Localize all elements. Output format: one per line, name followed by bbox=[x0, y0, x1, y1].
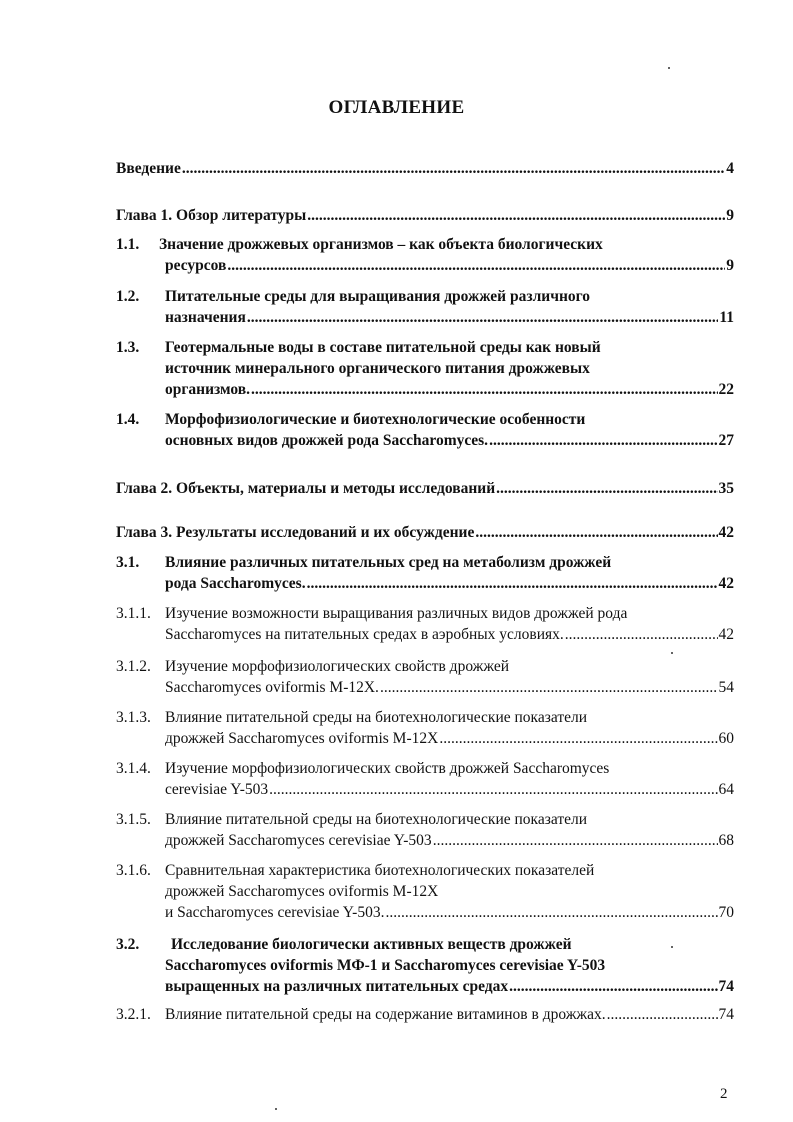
scan-speck bbox=[671, 652, 673, 654]
toc-entry-title-cont: и Saccharomyces cerevisiae Y-503. bbox=[165, 904, 385, 921]
toc-section-number: 3.1.2. bbox=[116, 658, 151, 675]
toc-leader-dots bbox=[439, 728, 717, 749]
toc-entry-title: Сравнительная характеристика биотехнологических показателей bbox=[165, 862, 595, 879]
toc-entry-title-cont: дрожжей Saccharomyces cerevisiae Y-503 bbox=[165, 832, 432, 849]
toc-page-number: 9 bbox=[726, 207, 734, 224]
toc-entry-title: Введение bbox=[116, 160, 181, 177]
toc-entry-1-4[interactable] bbox=[116, 409, 734, 451]
toc-leader-dots bbox=[380, 677, 718, 698]
toc-entry-title-cont: ресурсов bbox=[165, 257, 227, 274]
toc-leader-dots bbox=[307, 205, 725, 226]
toc-entry-title-cont: рода Saccharomyces. bbox=[165, 575, 306, 592]
toc-leader-dots bbox=[475, 522, 717, 543]
toc-entry-title-cont: основных видов дрожжей рода Saccharomyces. bbox=[165, 432, 489, 449]
toc-entry-title-cont: дрожжей Saccharomyces oviformis M-12X bbox=[165, 883, 439, 900]
toc-entry-intro[interactable] bbox=[116, 158, 734, 179]
toc-entry-3-2[interactable] bbox=[116, 934, 734, 997]
toc-page-number: 35 bbox=[718, 480, 734, 497]
toc-entry-title-cont: организмов. bbox=[165, 381, 250, 398]
toc-entry-chapter-3[interactable] bbox=[116, 522, 734, 543]
toc-entry-title-cont: дрожжей Saccharomyces oviformis M-12X bbox=[165, 730, 439, 747]
toc-page-number: 4 bbox=[726, 160, 734, 177]
toc-entry-title-cont: источник минерального органического питания дрожжевых bbox=[165, 360, 590, 377]
toc-entry-title: Морфофизиологические и биотехнологические особенности bbox=[165, 411, 586, 428]
toc-entry-title-cont: cerevisiae Y-503 bbox=[165, 781, 269, 798]
scan-speck bbox=[671, 946, 673, 948]
toc-leader-dots bbox=[307, 573, 718, 594]
toc-page-number: 74 bbox=[718, 1006, 734, 1023]
toc-page-number: 11 bbox=[719, 309, 734, 326]
toc-entry-title: Глава 2. Объекты, материалы и методы исследований bbox=[116, 480, 496, 497]
toc-entry-title: Значение дрожжевых организмов – как объекта биологических bbox=[159, 236, 603, 253]
toc-page-number: 54 bbox=[718, 679, 734, 696]
toc-leader-dots bbox=[607, 1004, 718, 1025]
toc-section-number: 3.1. bbox=[116, 554, 140, 571]
scan-speck bbox=[668, 67, 670, 69]
toc-section-number: 3.2.1. bbox=[116, 1006, 151, 1023]
toc-entry-3-1-4[interactable] bbox=[116, 758, 734, 800]
toc-entry-1-1[interactable] bbox=[116, 234, 734, 276]
toc-section-number: 1.4. bbox=[116, 411, 140, 428]
toc-entry-title: Влияние различных питательных сред на метаболизм дрожжей bbox=[165, 554, 612, 571]
toc-entry-3-1[interactable] bbox=[116, 552, 734, 594]
toc-leader-dots bbox=[385, 902, 717, 923]
toc-entry-3-1-5[interactable] bbox=[116, 809, 734, 851]
toc-entry-title-cont: Saccharomyces oviformis МФ-1 и Saccharomyces cerevisiae Y-503 bbox=[165, 957, 606, 974]
toc-entry-1-3[interactable] bbox=[116, 337, 734, 400]
toc-leader-dots bbox=[247, 307, 719, 328]
toc-leader-dots bbox=[227, 255, 725, 276]
toc-page-number: 9 bbox=[726, 257, 734, 274]
toc-leader-dots bbox=[565, 624, 718, 645]
toc-entry-3-1-3[interactable] bbox=[116, 707, 734, 749]
toc-section-number: 3.1.4. bbox=[116, 760, 151, 777]
scan-speck bbox=[275, 1108, 277, 1110]
toc-page-number: 68 bbox=[718, 832, 734, 849]
page-title: ОГЛАВЛЕНИЕ bbox=[328, 97, 465, 118]
toc-entry-title: Глава 3. Результаты исследований и их обсуждение bbox=[116, 524, 475, 541]
toc-entry-title: Влияние питательной среды на биотехнологические показатели bbox=[165, 811, 588, 828]
toc-section-number: 3.1.3. bbox=[116, 709, 151, 726]
toc-entry-title: Исследование биологически активных веществ дрожжей bbox=[171, 936, 572, 953]
toc-page-number: 22 bbox=[718, 381, 734, 398]
toc-entry-title-cont: Saccharomyces на питательных средах в аэробных условиях. bbox=[165, 626, 564, 643]
toc-section-number: 3.1.1. bbox=[116, 605, 151, 622]
toc-entry-title-cont: Saccharomyces oviformis M-12X. bbox=[165, 679, 379, 696]
toc-page-number: 42 bbox=[718, 626, 734, 643]
toc-entry-title: Влияние питательной среды на биотехнологические показатели bbox=[165, 709, 588, 726]
toc-page-number: 27 bbox=[718, 432, 734, 449]
toc-entry-title-cont: назначения bbox=[165, 309, 246, 326]
toc-section-number: 3.1.6. bbox=[116, 862, 151, 879]
toc-leader-dots bbox=[509, 976, 717, 997]
toc-leader-dots bbox=[251, 379, 718, 400]
toc-section-number: 3.1.5. bbox=[116, 811, 151, 828]
toc-leader-dots bbox=[269, 779, 717, 800]
page-number: 2 bbox=[720, 1086, 728, 1102]
toc-entry-title: Глава 1. Обзор литературы bbox=[116, 207, 307, 224]
toc-entry-title: Влияние питательной среды на содержание витаминов в дрожжах. bbox=[165, 1006, 606, 1023]
toc-entry-3-1-2[interactable] bbox=[116, 656, 734, 698]
toc-entry-title: Изучение морфофизиологических свойств дрожжей Saccharomyces bbox=[165, 760, 610, 777]
toc-page-number: 74 bbox=[718, 978, 734, 995]
toc-entry-1-2[interactable] bbox=[116, 286, 734, 328]
toc-page-number: 60 bbox=[718, 730, 734, 747]
toc-entry-title-cont: выращенных на различных питательных средах bbox=[165, 978, 509, 995]
toc-entry-3-2-1[interactable] bbox=[116, 1004, 734, 1025]
toc-section-number: 1.3. bbox=[116, 339, 140, 356]
toc-page-number: 64 bbox=[718, 781, 734, 798]
toc-section-number: 3.2. bbox=[116, 936, 140, 953]
toc-page-number: 70 bbox=[718, 904, 734, 921]
toc-entry-chapter-2[interactable] bbox=[116, 478, 734, 499]
toc-entry-title: Изучение возможности выращивания различных видов дрожжей рода bbox=[165, 605, 628, 622]
toc-leader-dots bbox=[182, 158, 725, 179]
toc-leader-dots bbox=[489, 430, 717, 451]
toc-entry-3-1-1[interactable] bbox=[116, 603, 734, 645]
toc-section-number: 1.1. bbox=[116, 236, 140, 253]
toc-section-number: 1.2. bbox=[116, 288, 140, 305]
toc-leader-dots bbox=[496, 478, 717, 499]
toc-page-number: 42 bbox=[718, 524, 734, 541]
toc-entry-3-1-6[interactable] bbox=[116, 860, 734, 923]
toc-leader-dots bbox=[433, 830, 718, 851]
toc-page-number: 42 bbox=[718, 575, 734, 592]
toc-entry-chapter-1[interactable] bbox=[116, 205, 734, 226]
toc-entry-title: Питательные среды для выращивания дрожжей различного bbox=[165, 288, 591, 305]
toc-entry-title: Изучение морфофизиологических свойств дрожжей bbox=[165, 658, 510, 675]
toc-entry-title: Геотермальные воды в составе питательной среды как новый bbox=[165, 339, 601, 356]
